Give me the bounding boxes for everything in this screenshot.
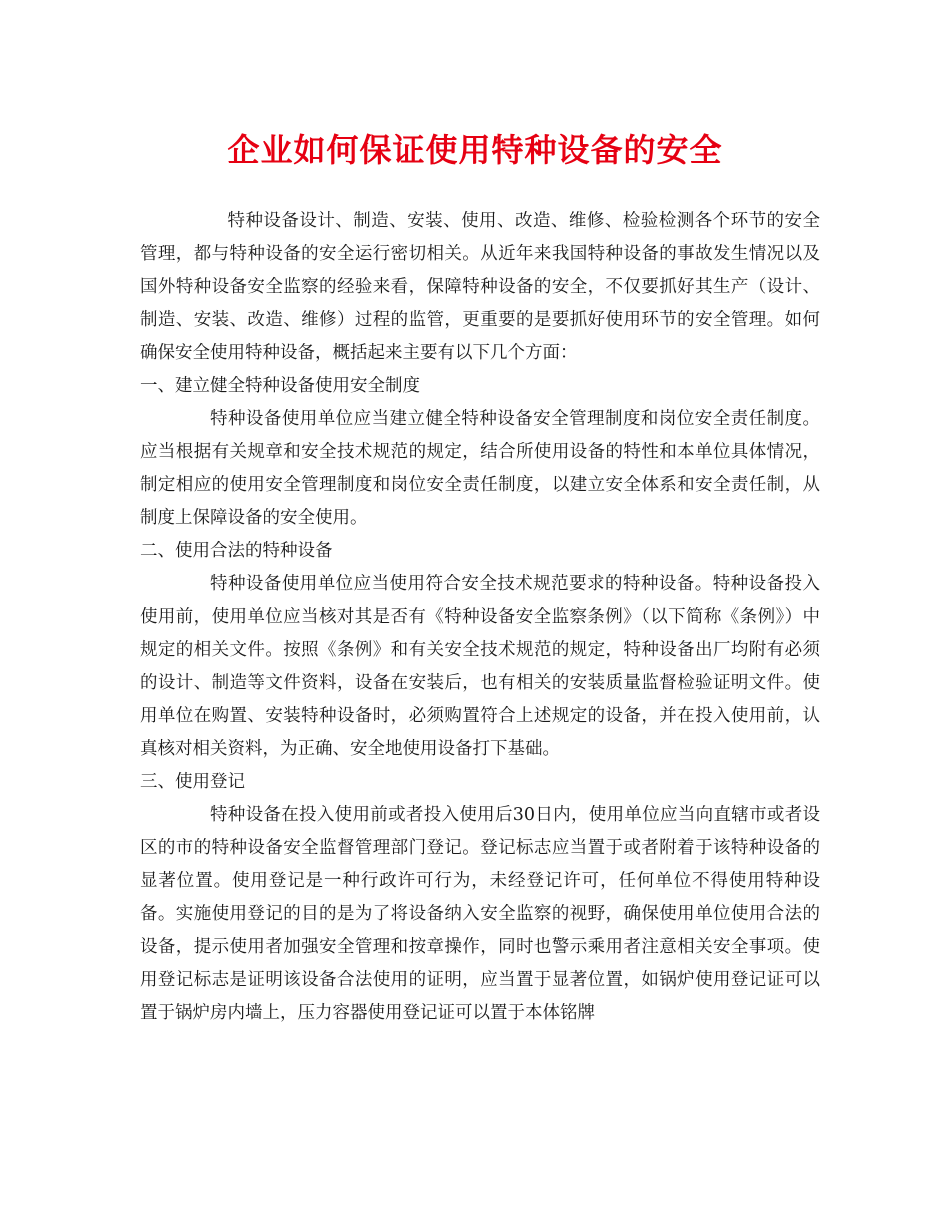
section-body-2: 特种设备使用单位应当使用符合安全技术规范要求的特种设备。特种设备投入使用前，使用单位应当核对其是否有《特种设备安全监察条例》（以下简称《条例》）中规定的相关文件。按照《条例》和有关安全技术规范的规定，特种设备出厂均附有必须的设计、制造等文件资料，设备在安装后，也有相关的安装质量监督检验证明文件。使用单位在购置、安装特种设备时，必须购置符合上述规定的设备，并在投入使用前，认真核对相关资料，为正确、安全地使用设备打下基础。 [140,574,820,759]
intro-paragraph: 特种设备设计、制造、安装、使用、改造、维修、检验检测各个环节的安全管理，都与特种设备的安全运行密切相关。从近年来我国特种设备的事故发生情况以及国外特种设备安全监察的经验来看，保障特种设备的安全，不仅要抓好其生产（设计、制造、安装、改造、维修）过程的监管，更重要的是要抓好使用环节的安全管理。如何确保安全使用特种设备，概括起来主要有以下几个方面： [140,211,820,363]
document-title: 企业如何保证使用特种设备的安全 [227,131,723,169]
section-heading-2: 二、使用合法的特种设备 [140,541,333,561]
section-body-3: 特种设备在投入使用前或者投入使用后30日内，使用单位应当向直辖市或者设区的市的特种设备安全监督管理部门登记。登记标志应当置于或者附着于该特种设备的显著位置。使用登记是一种行政许可行为，未经登记许可，任何单位不得使用特种设备。实施使用登记的目的是为了将设备纳入安全监察的视野，确保使用单位使用合法的设备，提示使用者加强安全管理和按章操作，同时也警示乘用者注意相关安全事项。使用登记标志是证明该设备合法使用的证明，应当置于显著位置，如锅炉使用登记证可以置于锅炉房内墙上，压力容器使用登记证可以置于本体铭牌 [140,805,820,1023]
section-heading-1: 一、建立健全特种设备使用安全制度 [140,376,420,396]
section-heading-3: 三、使用登记 [140,772,245,792]
section-body-1: 特种设备使用单位应当建立健全特种设备安全管理制度和岗位安全责任制度。应当根据有关规章和安全技术规范的规定，结合所使用设备的特性和本单位具体情况，制定相应的使用安全管理制度和岗位安全责任制度，以建立安全体系和安全责任制，从制度上保障设备的安全使用。 [140,409,820,528]
document-body [140,205,820,1030]
